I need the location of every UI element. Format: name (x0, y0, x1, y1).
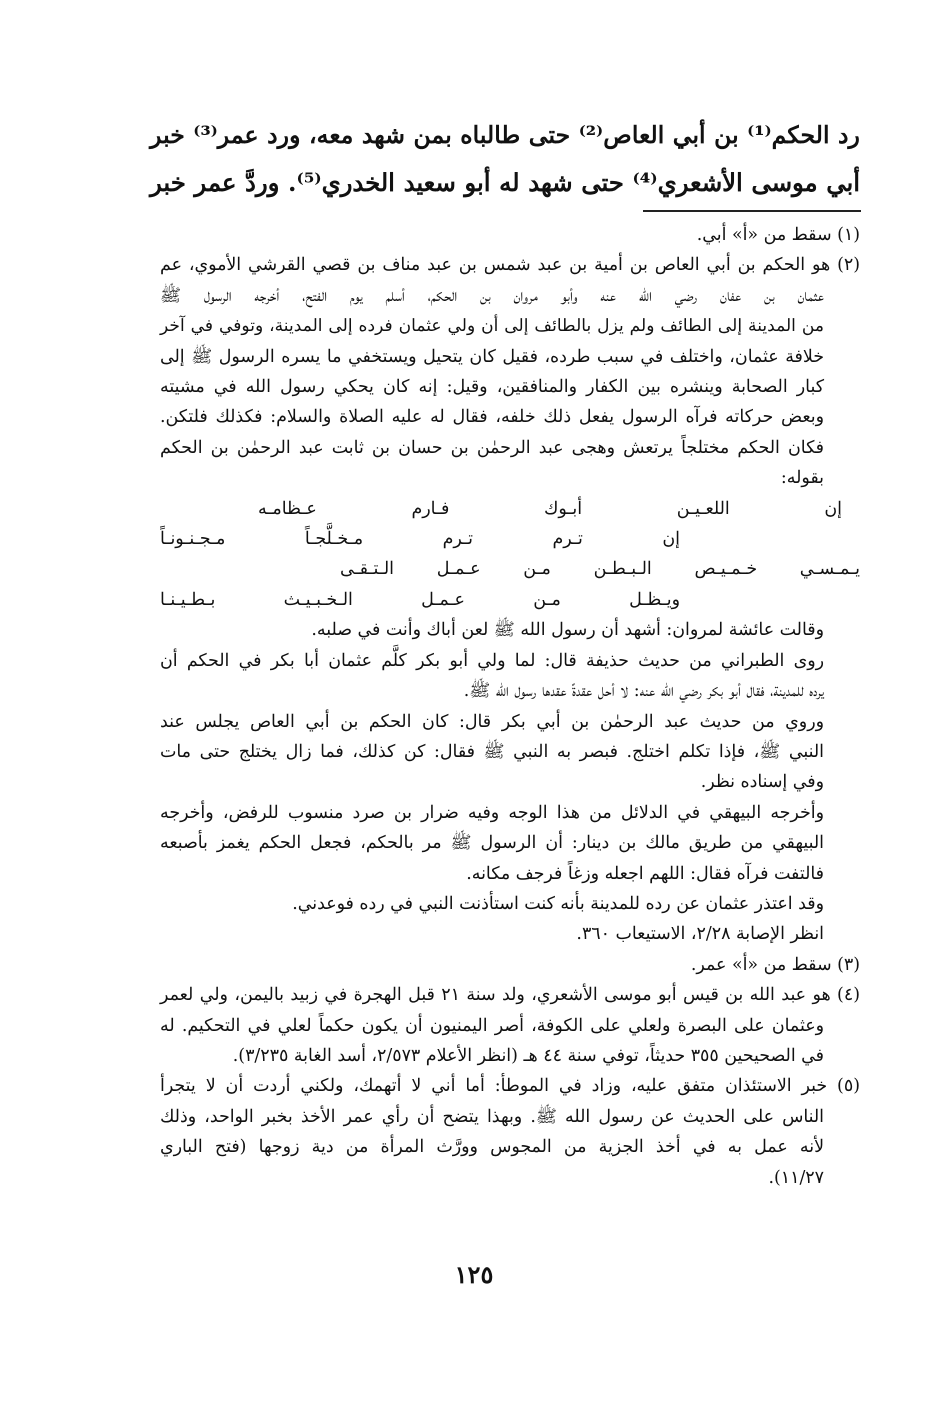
poem-verse-3 (160, 554, 860, 584)
footnote-line: ١١/٢٧). (768, 1167, 824, 1188)
verse-word: مـن (523, 559, 551, 580)
footnote-1: (١) سقط من «أ» أبي. (696, 225, 860, 245)
verse-word: أبـوك (544, 498, 583, 519)
verse-word: خـمـيـص (694, 559, 758, 580)
footnote-line: الناس على الحديث عن رسول الله ﷺ. وبهذا يتضح أن رأي عمر الأخذ بخبر الواحد، وذلك (160, 1106, 824, 1127)
footnote-line: وقد اعتذر عثمان عن رده للمدينة بأنه كنت استأذنت النبي في رده فوعدني. (292, 893, 824, 914)
verse-word: الـبـطـن (593, 559, 652, 580)
verse-word: الـخـبـيـث (283, 589, 353, 610)
verse-word: مـجـنـونـاً (160, 529, 226, 550)
verse-word: عـمـل (421, 589, 465, 610)
footnote-line: وقالت عائشة لمروان: أشهد أن رسول الله ﷺ لعن أباك وأنت في صلبه. (311, 620, 824, 641)
footnote-line: وعثمان على البصرة ولعلي على الكوفة، أصر اليمنيون أن يكون حكماً لعلي في التحكيم. له (160, 1015, 824, 1036)
verse-word: ويـظـل (629, 589, 680, 610)
footnote-4: (٤) هو عبد الله بن قيس أبو موسى الأشعري، ولد سنة ٢١ قبل الهجرة في زبيد باليمن، ولي لعمر (160, 985, 860, 1006)
footnote-line: فكان الحكم مختلجاً يرتعش وهجى عبد الرحمٰن بن حسان بن ثابت عبد الرحمٰن بن الحكم (160, 437, 824, 458)
footnote-3: (٣) سقط من «أ» عمر. (690, 954, 860, 975)
verse-word: الـتـقـى (340, 559, 394, 580)
poem-verse-4 (160, 585, 860, 615)
main-text-line: أبي موسى الأشعري⁽⁴⁾ حتى شهد له أبو سعيد الخدري⁽⁵⁾. وردَّ عمر خبر (150, 168, 860, 197)
footnote-5: (٥) خبر الاستئذان متفق عليه، وزاد في الموطأ: أما أني لا أتهمك، ولكني أردت أن لا يتجرأ (160, 1076, 860, 1097)
verse-word: عـظامـه (258, 498, 317, 519)
footnote-line: بقوله: (780, 468, 824, 489)
footnote-line: وفي إسناده نظر. (700, 772, 824, 793)
page-number: ١٢٥ (454, 1260, 494, 1289)
footnotes (160, 220, 860, 1193)
verse-word: عـمـل (436, 559, 481, 580)
verse-word: بـطـيـنـا (160, 589, 216, 610)
footnote-line: لأنه عمل به في أخذ الجزية من المجوس وورَّث المرأة من دية زوجها (فتح الباري (160, 1137, 824, 1158)
footnote-line: فالتفت فرآه فقال: اللهم اجعله وزغاً فرجف مكانه. (466, 863, 824, 884)
footnote-line: البيهقي من طريق مالك بن دينار: أن الرسول ﷺ مر بالحكم، فجعل الحكم يغمز بأصبعه (160, 833, 824, 854)
verse-word: مـخـلَّجـاً (304, 529, 364, 550)
footnote-line: في الصحيحين ٣٥٥ حديثاً، توفي سنة ٤٤ هـ (انظر الأعلام ٢/٥٧٣، أسد الغابة ٣/٢٣٥). (232, 1045, 824, 1066)
verse-word: يـمـسـي (799, 559, 860, 580)
verse-word: تـرم (552, 529, 583, 550)
verse-word: اللعـيـن (676, 498, 730, 519)
verse-word: مـن (533, 589, 561, 610)
verse-word: فـارم (411, 498, 450, 519)
footnote-line: عثمان بن عفان رضي الله عنه وأبو مروان بن الحكم، أسلم يوم الفتح، أخرجه الرسول ﷺ (160, 285, 824, 306)
footnote-line: روى الطبراني من حديث حذيفة قال: لما ولي أبو بكر كلَّم عثمان أبا بكر في الحكم أن (160, 650, 824, 671)
footnote-separator (643, 210, 861, 212)
main-text-line: رد الحكم⁽¹⁾ بن أبي العاص⁽²⁾ حتى طالباه بمن شهد معه، ورد عمر⁽³⁾ خبر (150, 121, 860, 149)
footnote-line: وبعض حركاته فرآه الرسول يفعل ذلك خلفه، فقال له عليه الصلاة والسلام: فكذلك فلتكن. (160, 407, 824, 428)
verse-word: تـرم (442, 529, 473, 550)
footnote-line: كبار الصحابة وينشره بين الكفار والمنافقين، وقيل: إنه كان يحكي رسول الله في مشيته (160, 377, 824, 398)
footnote-line: وروي من حديث عبد الرحمٰن بن أبي بكر قال: كان الحكم بن أبي العاص يجلس عند (160, 711, 824, 732)
poem-verse-2 (160, 524, 860, 554)
poem-verse-1 (160, 494, 860, 524)
footnote-line: وأخرجه البيهقي في الدلائل من هذا الوجه وفيه ضرار بن صرد منسوب للرفض، وأخرجه (160, 802, 824, 823)
footnote-line: يرده للمدينة، فقال أبو بكر رضي الله عنه: لا أحل عقدةً عقدها رسول الله ﷺ. (463, 681, 824, 702)
footnote-line: النبي ﷺ، فإذا تكلم اختلج. فبصر به النبي ﷺ فقال: كن كذلك، فما زال يختلج حتى مات (160, 741, 824, 762)
footnote-line: انظر الإصابة ٢/٢٨، الاستيعاب ٣٦٠. (576, 924, 824, 945)
verse-word: إن (662, 529, 680, 550)
main-text (150, 112, 860, 206)
footnote-2: (٢) هو الحكم بن أبي العاص بن أمية بن عبد شمس بن عبد مناف بن قصي القرشي الأموي، عم (160, 255, 860, 276)
footnote-line: من المدينة إلى الطائف ولم يزل بالطائف إلى أن ولي عثمان فرده إلى المدينة، وتوفي في آخر (160, 316, 824, 337)
footnote-line: خلافة عثمان، واختلف في سبب طرده، فقيل كان يتحيل ويستخفي ما يسره الرسول ﷺ إلى (160, 346, 824, 367)
verse-word: إن (824, 498, 842, 519)
